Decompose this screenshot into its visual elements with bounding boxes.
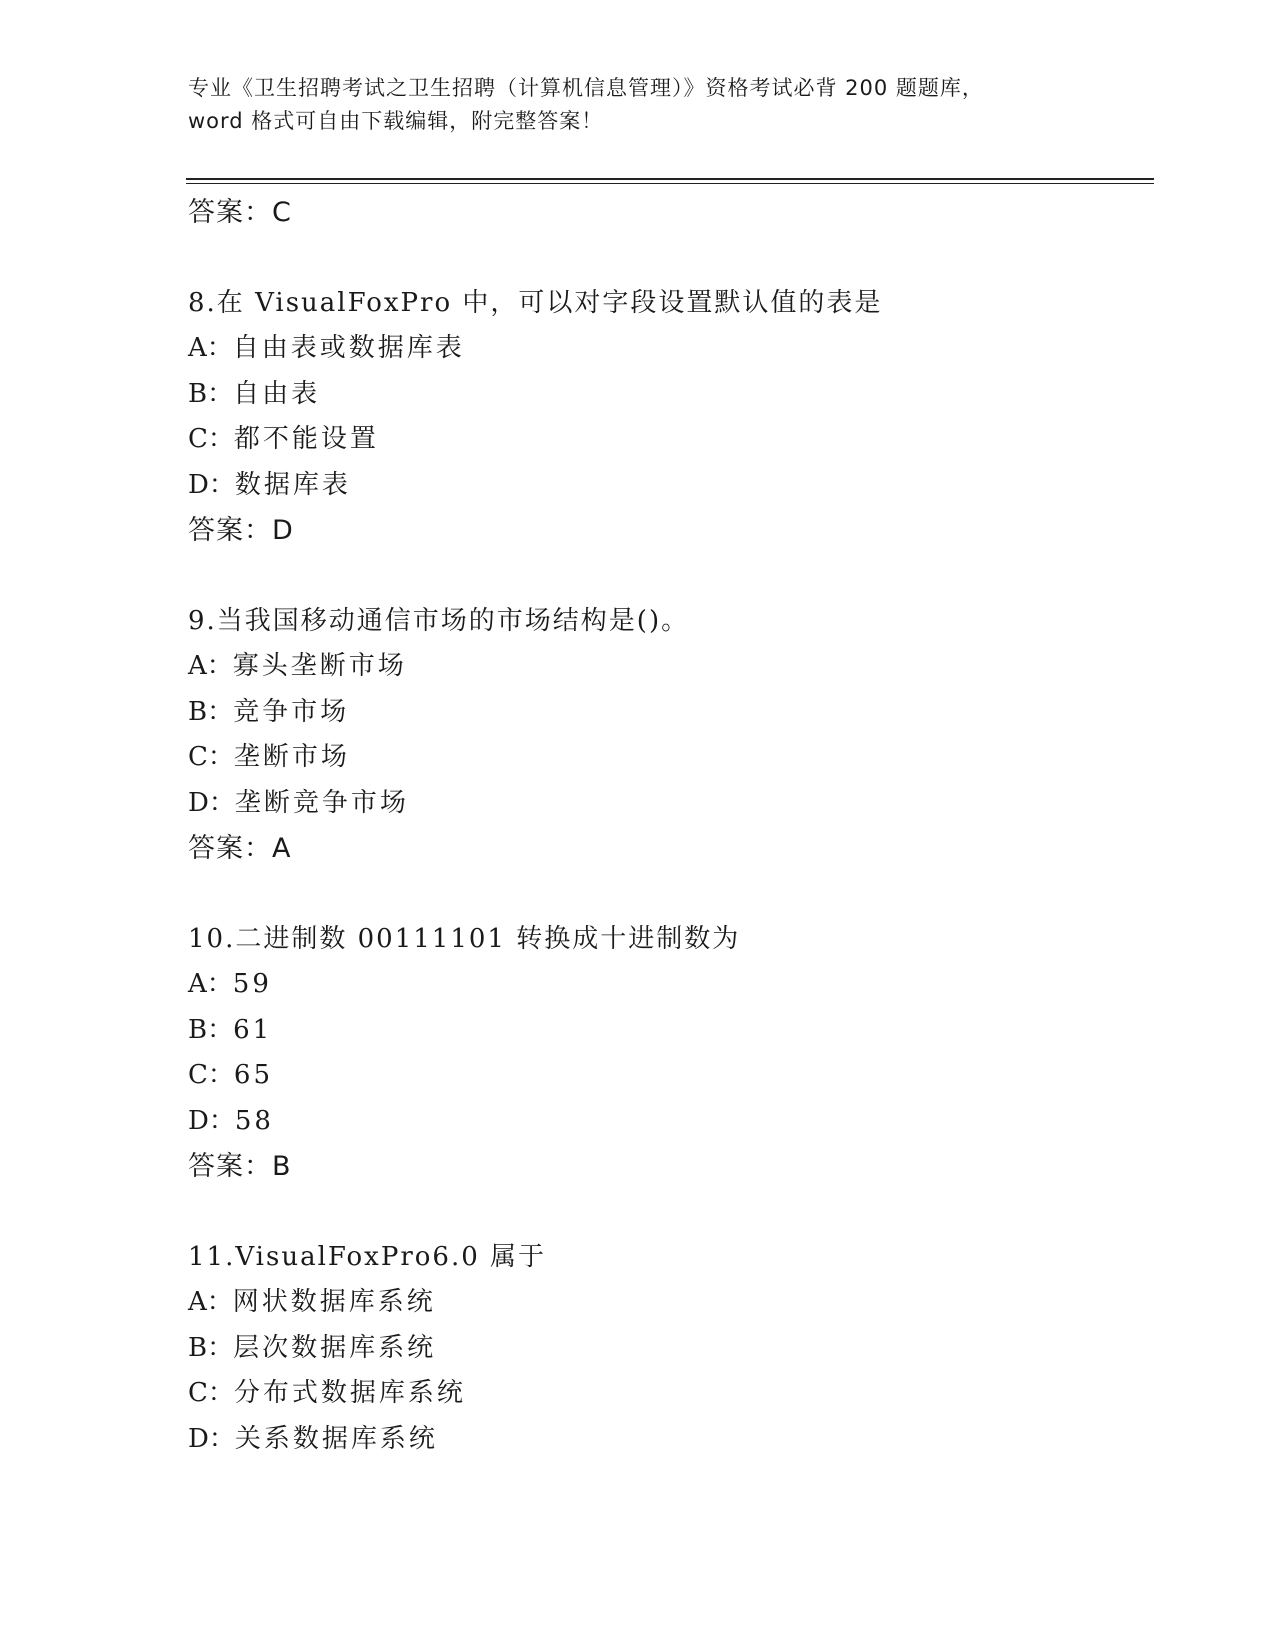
option-text: 61 (233, 1014, 273, 1045)
option-text: 关系数据库系统 (234, 1423, 438, 1454)
option-text: 垄断竞争市场 (234, 787, 409, 818)
option-key: C： (188, 1060, 234, 1090)
option-text: 竞争市场 (233, 696, 350, 727)
option-text: 分布式数据库系统 (233, 1378, 466, 1408)
option-b (188, 690, 1148, 736)
option-c (188, 1053, 1148, 1099)
header-line-2: word 格式可自由下载编辑，附完整答案！ (188, 109, 604, 133)
option-key: A： (188, 651, 233, 681)
option-b (188, 372, 1148, 418)
option-key: A： (188, 333, 233, 363)
question-text: 11.VisualFoxPro6.0 属于 (188, 1242, 547, 1272)
question-block (188, 598, 1148, 872)
header-divider-thin (186, 183, 1154, 184)
option-key: B： (188, 696, 234, 727)
answer-line: 答案：D (188, 515, 294, 546)
spacer (188, 236, 1148, 280)
option-b (188, 1008, 1148, 1054)
option-text: 数据库表 (234, 469, 351, 500)
option-d (188, 781, 1148, 827)
question-text: 8.在 VisualFoxPro 中，可以对字段设置默认值的表是 (188, 288, 883, 318)
option-key: B： (188, 378, 234, 409)
option-text: 自由表或数据库表 (232, 333, 465, 363)
option-text: 58 (234, 1105, 274, 1136)
option-text: 自由表 (233, 378, 321, 409)
option-a (188, 644, 1148, 690)
option-text: 网状数据库系统 (232, 1287, 436, 1317)
option-text: 都不能设置 (233, 424, 379, 454)
option-key: D： (188, 1105, 235, 1136)
option-key: B： (188, 1014, 234, 1045)
option-key: D： (188, 469, 235, 500)
option-a (188, 1280, 1148, 1326)
option-text: 垄断市场 (233, 742, 350, 772)
option-key: C： (188, 742, 234, 772)
option-b (188, 1326, 1148, 1372)
option-key: A： (188, 1287, 233, 1317)
option-text: 层次数据库系统 (233, 1332, 437, 1363)
question-block (188, 916, 1148, 1190)
question-text: 9.当我国移动通信市场的市场结构是()。 (188, 606, 690, 636)
option-key: B： (188, 1332, 234, 1363)
answer-line: 答案：C (188, 197, 292, 228)
question-block (188, 280, 1148, 554)
question-list (188, 190, 1148, 1462)
option-text: 65 (233, 1060, 273, 1090)
spacer (188, 554, 1148, 598)
spacer (188, 1190, 1148, 1234)
option-key: D： (188, 787, 235, 818)
option-key: A： (188, 969, 233, 999)
spacer (188, 872, 1148, 916)
question-text: 10.二进制数 00111101 转换成十进制数为 (188, 924, 741, 954)
answer-line: 答案：B (188, 1151, 292, 1182)
question-block (188, 1234, 1148, 1462)
option-d (188, 1417, 1148, 1463)
option-a (188, 962, 1148, 1008)
option-key: C： (188, 424, 234, 454)
option-c (188, 417, 1148, 463)
option-d (188, 463, 1148, 509)
answer-line: 答案：A (188, 833, 292, 864)
header-divider (186, 178, 1154, 180)
option-key: C： (188, 1378, 234, 1408)
option-c (188, 735, 1148, 781)
option-text: 寡头垄断市场 (232, 651, 407, 681)
option-key: D： (188, 1423, 235, 1454)
option-a (188, 326, 1148, 372)
document-header (188, 72, 1088, 138)
header-line-1: 专业《卫生招聘考试之卫生招聘（计算机信息管理）》资格考试必背 200 题题库， (188, 76, 984, 100)
option-d (188, 1099, 1148, 1145)
option-c (188, 1371, 1148, 1417)
option-text: 59 (232, 969, 272, 999)
